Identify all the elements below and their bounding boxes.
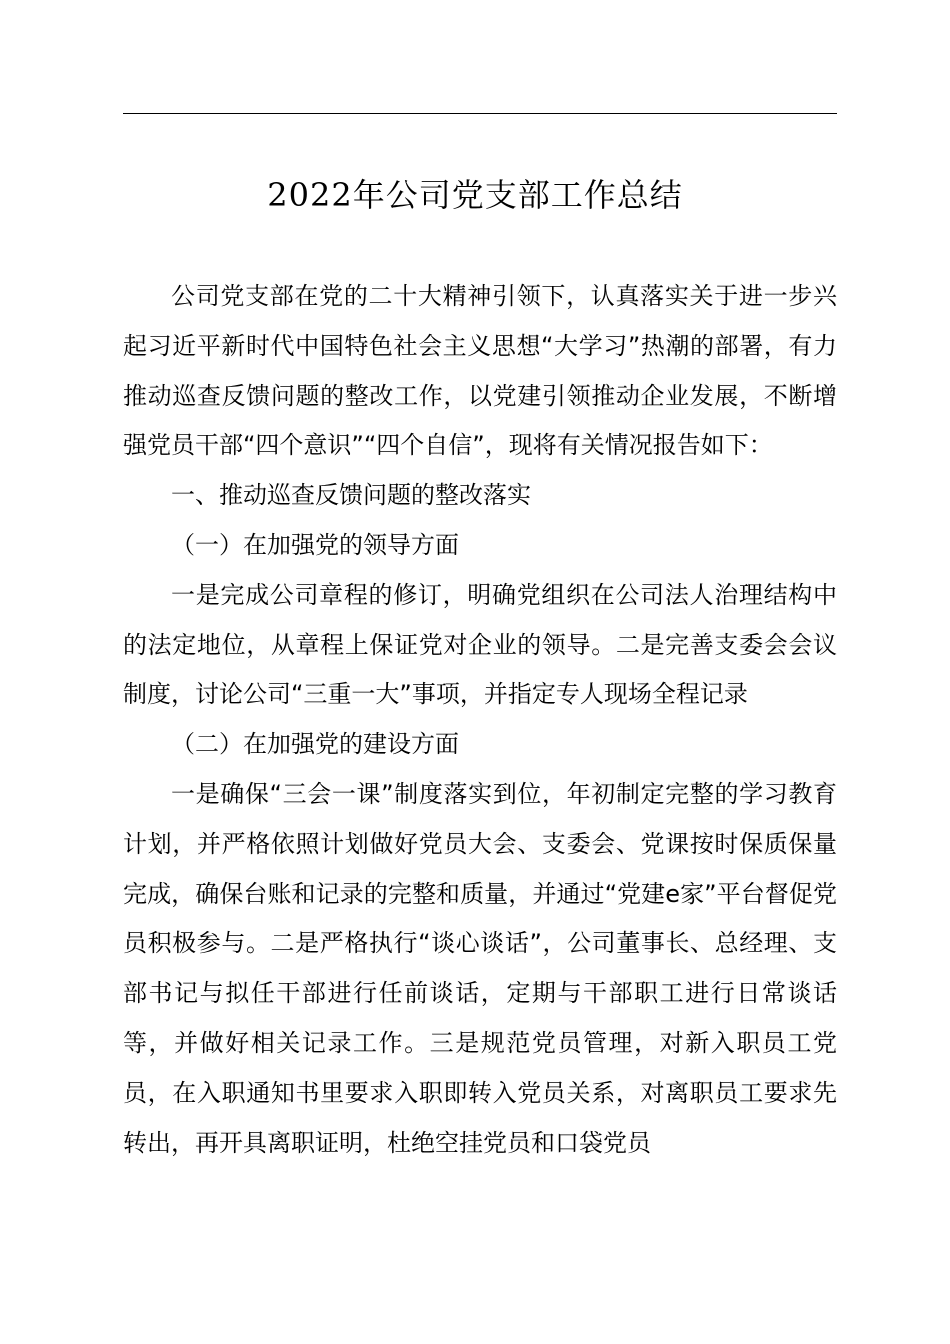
subsection-heading-2: （二）在加强党的建设方面 <box>171 730 459 759</box>
subsection-heading-1: （一）在加强党的领导方面 <box>171 530 459 559</box>
document-body <box>123 272 837 1168</box>
subsection-paragraph-1: 一是完成公司章程的修订，明确党组织在公司法人治理结构中的法定地位，从章程上保证党对企业的领导。二是完善支委会会议制度，讨论公司“三重一大”事项，并指定专人现场全程记录 <box>123 580 837 709</box>
header-rule <box>123 113 837 114</box>
intro-paragraph: 公司党支部在党的二十大精神引领下，认真落实关于进一步兴起习近平新时代中国特色社会主义思想“大学习”热潮的部署，有力推动巡查反馈问题的整改工作，以党建引领推动企业发展，不断增强党员干部“四个意识”“四个自信”，现将有关情况报告如下： <box>123 282 837 460</box>
document-title: 2022年公司党支部工作总结 <box>267 176 683 214</box>
subsection-paragraph-2: 一是确保“三会一课”制度落实到位，年初制定完整的学习教育计划，并严格依照计划做好党员大会、支委会、党课按时保质保量完成，确保台账和记录的完整和质量，并通过“党建e家”平台督促党员积极参与。二是严格执行“谈心谈话”，公司董事长、总经理、支部书记与拟任干部进行任前谈话，定期与干部职工进行日常谈话等，并做好相关记录工作。三是规范党员管理，对新入职员工党员，在入职通知书里要求入职即转入党员关系，对离职员工要求先转出，再开具离职证明，杜绝空挂党员和口袋党员 <box>123 779 837 1157</box>
section-heading: 一、推动巡查反馈问题的整改落实 <box>171 481 531 510</box>
